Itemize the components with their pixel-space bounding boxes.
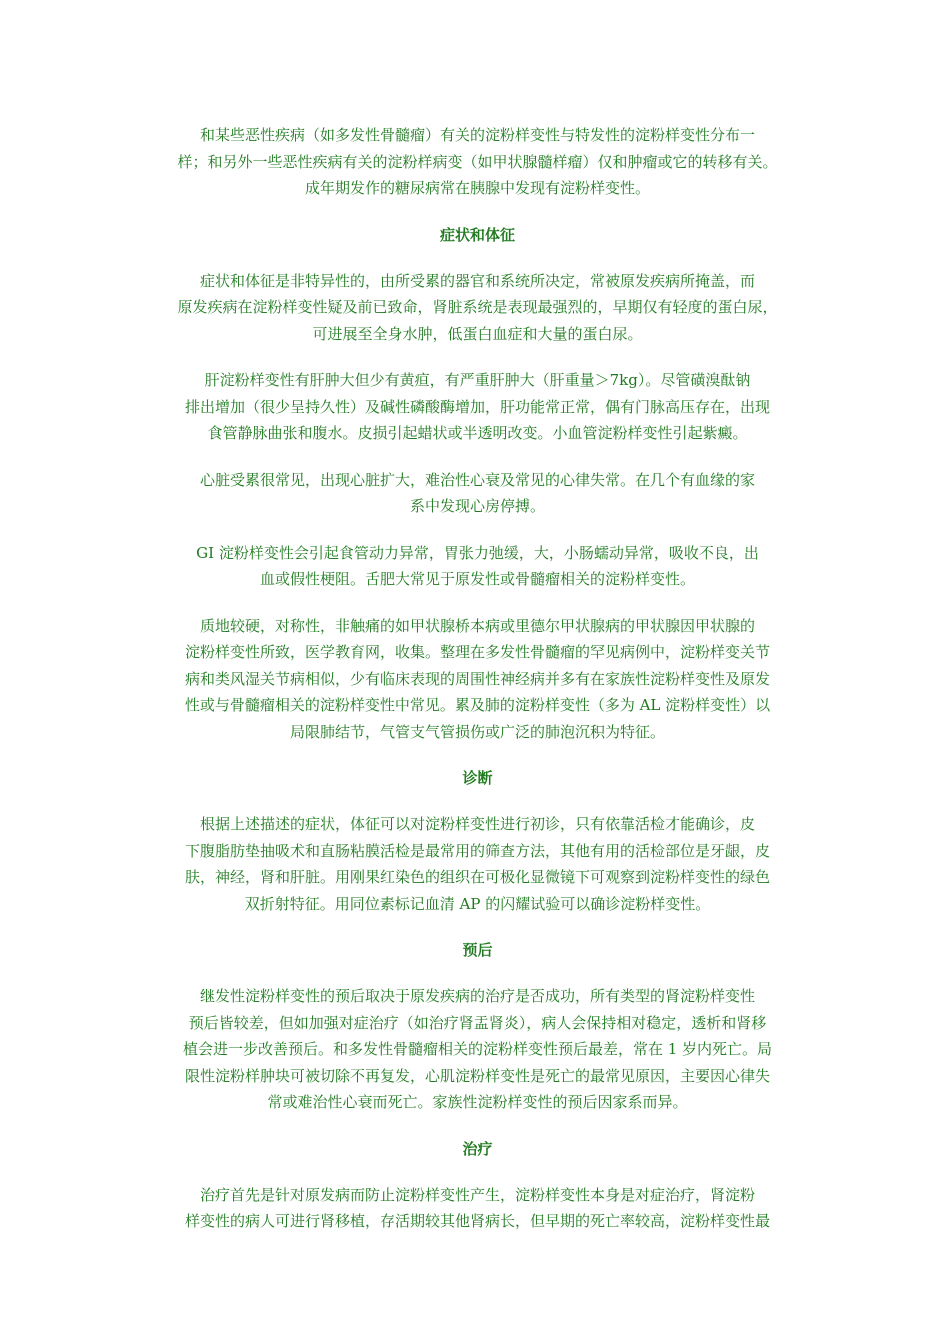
paragraph-symptoms	[150, 268, 805, 348]
text-line: 食管静脉曲张和腹水。皮损引起蜡状或半透明改变。小血管淀粉样变性引起紫癜。	[207, 424, 748, 442]
text-line: 症状和体征是非特异性的，由所受累的器官和系统所决定，常被原发疾病所掩盖，而	[199, 271, 755, 290]
text-line: 双折射特征。用同位素标记血清 AP 的闪耀试验可以确诊淀粉样变性。	[244, 894, 711, 913]
text-line: 肤，神经，肾和肝脏。用刚果红染色的组织在可极化显微镜下可观察到淀粉样变性的绿色	[184, 868, 770, 886]
paragraph-heart	[150, 467, 805, 520]
heading-prognosis: 预后	[462, 941, 493, 959]
paragraph-diagnosis	[150, 811, 805, 917]
heading-treatment: 治疗	[462, 1139, 493, 1158]
text-line: 淀粉样变性所致，医学教育网，收集。整理在多发性骨髓瘤的罕见病例中，淀粉样变关节	[184, 643, 770, 661]
paragraph-gi	[150, 540, 805, 593]
text-line: 质地较硬，对称性，非触痛的如甲状腺桥本病或里德尔甲状腺病的甲状腺因甲状腺的	[199, 616, 755, 635]
text-line: 肝淀粉样变性有肝肿大但少有黄疸，有严重肝肿大（肝重量＞7kg）。尽管磺溴酞钠	[204, 371, 751, 389]
text-line: 局限肺结节，气管支气管损伤或广泛的肺泡沉积为特征。	[289, 722, 665, 741]
text-line: 植会进一步改善预后。和多发性骨髓瘤相关的淀粉样变性预后最差，常在 1 岁内死亡。局	[182, 1040, 773, 1058]
text-line: 治疗首先是针对原发病而防止淀粉样变性产生，淀粉样变性本身是对症治疗，肾淀粉	[199, 1185, 755, 1204]
text-line: 限性淀粉样肿块可被切除不再复发，心肌淀粉样变性是死亡的最常见原因，主要因心律失	[184, 1066, 770, 1085]
text-line: 预后皆较差，但如加强对症治疗（如治疗肾盂肾炎），病人会保持相对稳定，透析和肾移	[188, 1013, 767, 1032]
heading-diagnosis: 诊断	[462, 769, 493, 787]
text-line: 性或与骨髓瘤相关的淀粉样变性中常见。累及肺的淀粉样变性（多为 AL 淀粉样变性）以	[184, 696, 771, 714]
paragraph-amyloidosis-malignancy	[150, 122, 805, 202]
text-line: 和某些恶性疾病（如多发性骨髓瘤）有关的淀粉样变性与特发性的淀粉样变性分布一	[199, 126, 755, 144]
text-line: 成年期发作的糖尿病常在胰腺中发现有淀粉样变性。	[304, 179, 650, 197]
text-line: 病和类风湿关节病相似，少有临床表现的周围性神经病并多有在家族性淀粉样变性及原发	[184, 669, 770, 688]
text-line: GI 淀粉样变性会引起食管动力异常，胃张力弛缓，大，小肠蠕动异常，吸收不良，出	[196, 543, 759, 562]
paragraph-thyroid-lung	[150, 613, 805, 746]
text-line: 继发性淀粉样变性的预后取决于原发疾病的治疗是否成功，所有类型的肾淀粉样变性	[199, 987, 755, 1005]
text-line: 下腹脂肪垫抽吸术和直肠粘膜活检是最常用的筛查方法，其他有用的活检部位是牙龈，皮	[184, 841, 770, 860]
text-line: 样；和另外一些恶性疾病有关的淀粉样病变（如甲状腺髓样瘤）仅和肿瘤或它的转移有关。	[177, 152, 778, 171]
paragraph-prognosis	[150, 983, 805, 1116]
heading-symptoms: 症状和体征	[439, 225, 515, 244]
text-line: 样变性的病人可进行肾移植，存活期较其他肾病长，但早期的死亡率较高，淀粉样变性最	[184, 1212, 770, 1230]
text-line: 可进展至全身水肿，低蛋白血症和大量的蛋白尿。	[312, 324, 643, 343]
document-page	[150, 122, 805, 1255]
text-line: 原发疾病在淀粉样变性疑及前已致命，肾脏系统是表现最强烈的，早期仅有轻度的蛋白尿，	[177, 298, 778, 316]
paragraph-liver	[150, 367, 805, 447]
text-line: 系中发现心房停搏。	[409, 497, 545, 515]
text-line: 常或难治性心衰而死亡。家族性淀粉样变性的预后因家系而异。	[267, 1093, 688, 1111]
text-line: 排出增加（很少呈持久性）及碱性磷酸酶增加，肝功能常正常，偶有门脉高压存在，出现	[184, 397, 770, 416]
text-line: 根据上述描述的症状，体征可以对淀粉样变性进行初诊，只有依靠活检才能确诊，皮	[199, 815, 755, 833]
paragraph-treatment	[150, 1182, 805, 1235]
text-line: 心脏受累很常见，出现心脏扩大，难治性心衰及常见的心律失常。在几个有血缘的家	[199, 470, 755, 489]
text-line: 血或假性梗阻。舌肥大常见于原发性或骨髓瘤相关的淀粉样变性。	[259, 570, 695, 588]
